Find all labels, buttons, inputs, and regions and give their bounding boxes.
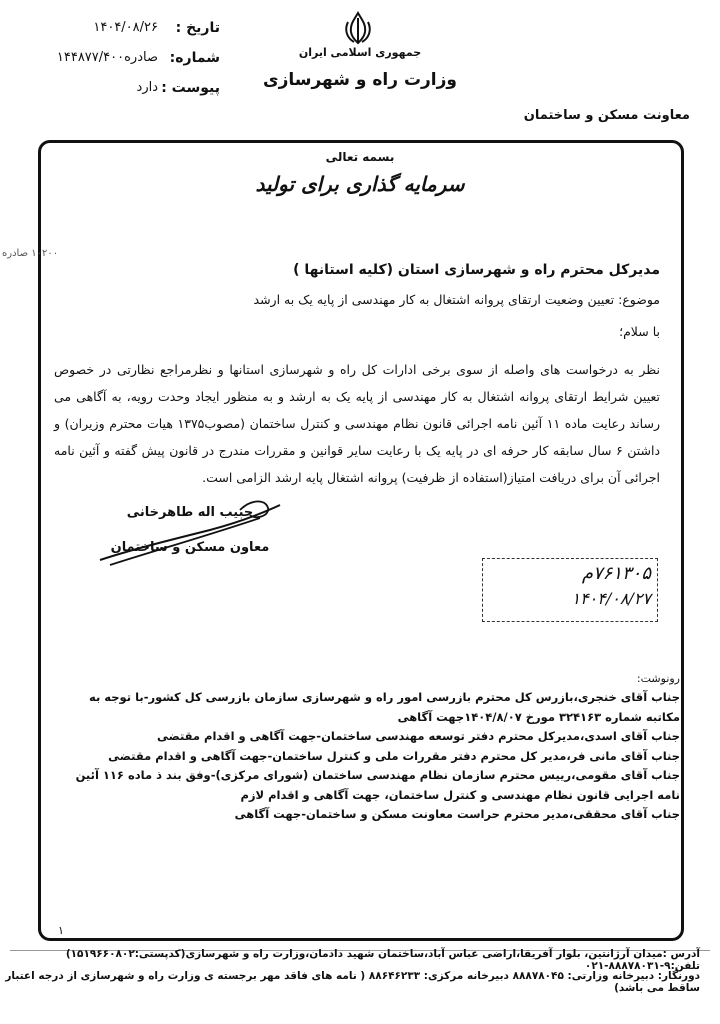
footer-fax: دورنگار: دبیرخانه وزارتی: ۸۸۸۷۸۰۴۵ دبیرخانه مرکزی: ۸۸۶۴۶۲۳۳ ( نامه های فاقد مهر برجسته ی وزارت راه و شهرسازی از درجه اعتبار ساقط می باشد) [5,970,700,994]
cc-list [60,688,680,825]
cc-item: جناب آقای مقومی،رییس محترم سازمان نظام مهندسی ساختمان (شورای مرکزی)-وفق بند ذ ماده ۱۱۶ آئین نامه اجرایی قانون نظام مهندسی و کنترل ساختمان، جهت آگاهی و اقدام لازم [75,768,680,802]
deputy-title: معاونت مسکن و ساختمان [523,108,690,123]
attachment-label: پیوست : [161,80,220,96]
greeting: با سلام؛ [619,324,660,339]
cc-item: جناب آقای خنجری،بازرس کل محترم بازرسی امور راه و شهرسازی سازمان بازرسی کل کشور-با توجه به مکاتبه شماره ۳۲۴۱۶۳ مورخ ۱۴۰۴/۸/۰۷جهت آگاهی [89,690,680,724]
signer-title: معاون مسکن و ساختمان [110,540,270,555]
stamp-number: ۷۶۱۳۰۵م [581,563,651,584]
side-note: ۱۰۲۰۰ صادره [2,248,59,259]
number-row [30,50,220,74]
cc-item: جناب آقای اسدی،مدیرکل محترم دفتر توسعه مهندسی ساختمان-جهت آگاهی و اقدام مقتضی [156,729,680,743]
date-label: تاریخ : [175,20,220,36]
cc-title: رونوشت: [636,672,680,685]
republic-title: جمهوری اسلامی ایران [298,46,422,59]
date-value: ۱۴۰۴/۰۸/۲۶ [93,20,158,35]
handwritten-signature-icon [90,490,290,580]
registration-stamp [482,558,658,622]
stamp-date: ۱۴۰۴/۰۸/۲۷ [571,589,651,608]
letter-body: نظر به درخواست های واصله از سوی برخی ادارات کل راه و شهرسازی استانها و نظرمراجع نظارتی در خصوص تعیین شرایط ارتقای پروانه اشتغال به کار مهندسی از پایه یک به ارشد و به منظور ایجاد وحدت رویه، به آگاهی می رساند رعایت ماده ۱۱ آئین نامه اجرائی قانون نظام مهندسی و کنترل ساختمان (مصوب۱۳۷۵ هیات محترم وزیران) و داشتن ۶ سال سابقه کار حرفه ای در پایه یک با رعایت سایر قوانین و مقررات مندرج در قانون پیش گفته و آئین نامه اجرائی آن برای دریافت امتیاز(استفاده از ظرفیت) پروانه اشتغال پایه ارشد الزامی است. [54,362,661,485]
ministry-title: وزارت راه و شهرسازی [262,70,457,90]
slogan: سرمایه گذاری برای تولید [255,172,465,196]
iran-emblem-icon [340,10,376,46]
attachment-value: دارد [136,80,158,95]
attachment-row [30,80,220,104]
recipient: مدیرکل محترم راه و شهرسازی استان (کلیه استانها ) [293,262,660,278]
cc-item: جناب آقای محققی،مدیر محترم حراست معاونت مسکن و ساختمان-جهت آگاهی [234,807,680,821]
date-row [30,20,220,44]
cc-item: جناب آقای مانی فر،مدیر کل محترم دفتر مقررات ملی و کنترل ساختمان-جهت آگاهی و اقدام مقتضی [108,748,680,763]
bismillah: بسمه تعالی [325,150,395,164]
number-label: شماره: [169,50,220,66]
footer-address: آدرس :میدان آرژانتین، بلوار آفریقا،اراضی عباس آباد،ساختمان شهید دادمان،وزارت راه و شهرسازی(کدپستی:۱۵۱۹۶۶۰۸۰۲) تلفن:۹-۸۸۸۷۸۰۳۱-۰۲۱ [65,948,700,972]
number-value: ۱۴۴۸۷۷/۴۰۰صادره [56,50,158,65]
page-number: ۱ [58,924,64,937]
subject: موضوع: تعیین وضعیت ارتقای پروانه اشتغال به کار مهندسی از پایه یک به ارشد [253,292,660,307]
signer-name: حبیب اله طاهرخانی [126,505,254,520]
